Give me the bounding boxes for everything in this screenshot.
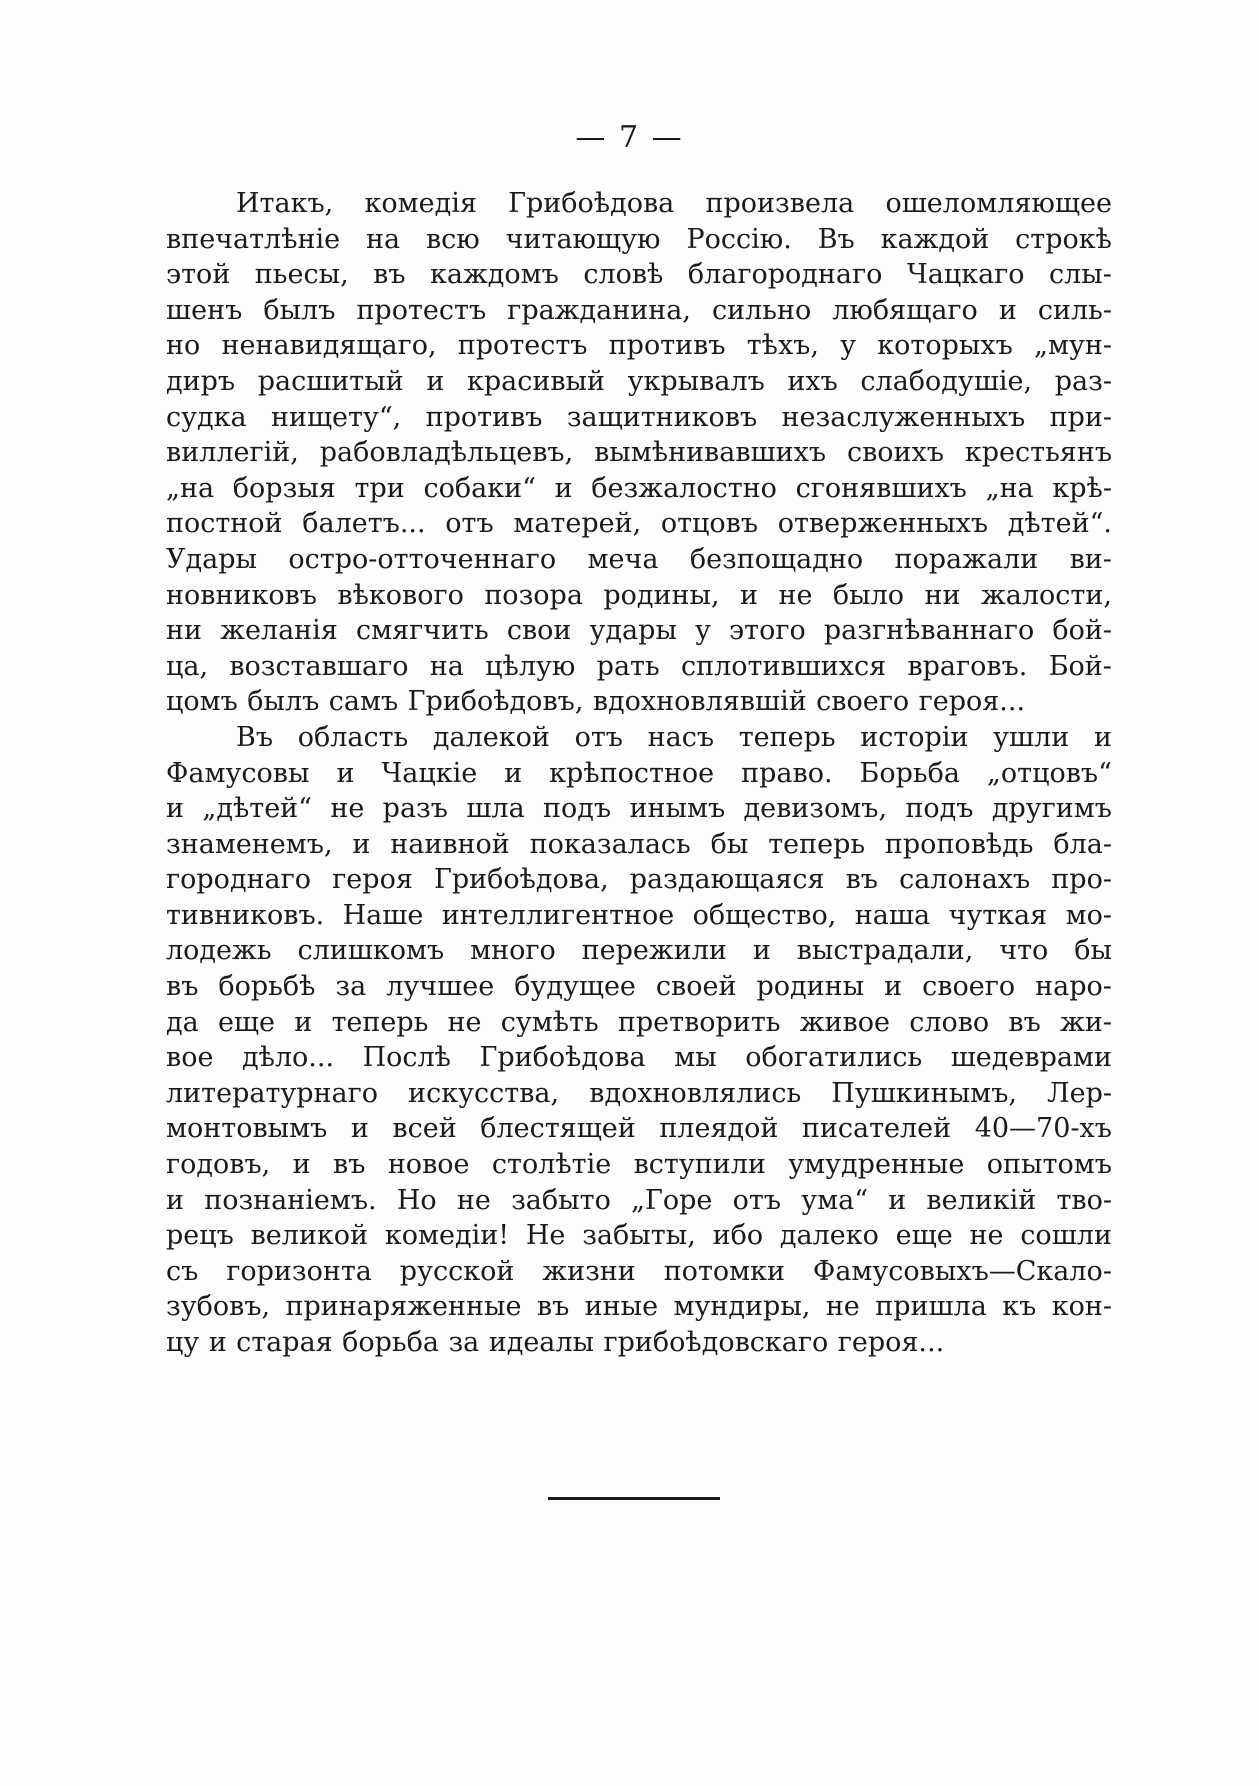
text-line: впечатлѣніе на всю читающую Россію. Въ каждой строкѣ	[166, 223, 1112, 255]
text-line: судка нищету“, противъ защитниковъ незаслуженныхъ при-	[166, 401, 1112, 433]
text-line: но ненавидящаго, протестъ противъ тѣхъ, у которыхъ „мун-	[166, 330, 1112, 362]
end-divider-rule	[548, 1497, 720, 1500]
text-line: „на борзыя три собаки“ и безжалостно сгонявшихъ „на крѣ-	[166, 472, 1112, 504]
text-line: новниковъ вѣкового позора родины, и не было ни жалости,	[166, 579, 1112, 611]
page-number: — 7 —	[575, 120, 684, 155]
text-line: этой пьесы, въ каждомъ словѣ благороднаго Чацкаго слы-	[166, 259, 1112, 291]
text-line: шенъ былъ протестъ гражданина, сильно любящаго и силь-	[166, 294, 1112, 326]
text-line: ца, возставшаго на цѣлую рать сплотившихся враговъ. Бой-	[166, 650, 1112, 682]
text-line: ни желанія смягчить свои удары у этого разгнѣваннаго бой-	[166, 615, 1112, 647]
text-line: литературнаго искусства, вдохновлялись Пушкинымъ, Лер-	[166, 1077, 1112, 1109]
text-line: цомъ былъ самъ Грибоѣдовъ, вдохновлявшій своего героя...	[166, 686, 1026, 718]
text-line: постной балетъ... отъ матерей, отцовъ отверженныхъ дѣтей“.	[166, 508, 1112, 540]
text-line: знаменемъ, и наивной показалась бы теперь проповѣдь бла-	[166, 828, 1112, 860]
text-line: и познаніемъ. Но не забыто „Горе отъ ума“ и великій тво-	[166, 1184, 1112, 1216]
text-line: монтовымъ и всей блестящей плеядой писателей 40—70-хъ	[166, 1113, 1112, 1145]
text-line: да еще и теперь не сумѣть претворить живое слово въ жи-	[166, 1006, 1112, 1038]
text-line: Въ область далекой отъ насъ теперь исторіи ушли и	[236, 721, 1112, 753]
text-line: рецъ великой комедіи! Не забыты, ибо далеко еще не сошли	[166, 1220, 1112, 1252]
body-text	[166, 186, 1112, 1361]
text-line: годовъ, и въ новое столѣтіе вступили умудренные опытомъ	[166, 1149, 1112, 1181]
text-line: вое дѣло... Послѣ Грибоѣдова мы обогатились шедеврами	[166, 1042, 1112, 1074]
text-line: городнаго героя Грибоѣдова, раздающаяся въ салонахъ про-	[166, 864, 1112, 896]
text-line: диръ расшитый и красивый укрывалъ ихъ слабодушіе, раз-	[166, 365, 1112, 397]
text-line: цу и старая борьба за идеалы грибоѣдовскаго героя...	[166, 1327, 945, 1358]
text-line: тивниковъ. Наше интеллигентное общество, наша чуткая мо-	[166, 899, 1112, 931]
text-line: въ борьбѣ за лучшее будущее своей родины и своего наро-	[166, 971, 1112, 1003]
text-line: Итакъ, комедія Грибоѣдова произвела ошеломляющее	[236, 188, 1112, 219]
text-line: зубовъ, принаряженные въ иные мундиры, не пришла къ кон-	[166, 1291, 1112, 1323]
text-line: и „дѣтей“ не разъ шла подъ инымъ девизомъ, подъ другимъ	[166, 793, 1112, 825]
text-line: виллегій, рабовладѣльцевъ, вымѣнивавшихъ своихъ крестьянъ	[166, 437, 1112, 469]
text-line: съ горизонта русской жизни потомки Фамусовыхъ—Скало-	[166, 1255, 1112, 1287]
text-line: лодежь слишкомъ много пережили и выстрадали, что бы	[166, 935, 1112, 967]
text-line: Удары остро-отточеннаго меча безпощадно поражали ви-	[166, 543, 1112, 575]
text-line: Фамусовы и Чацкіе и крѣпостное право. Борьба „отцовъ“	[166, 757, 1112, 789]
